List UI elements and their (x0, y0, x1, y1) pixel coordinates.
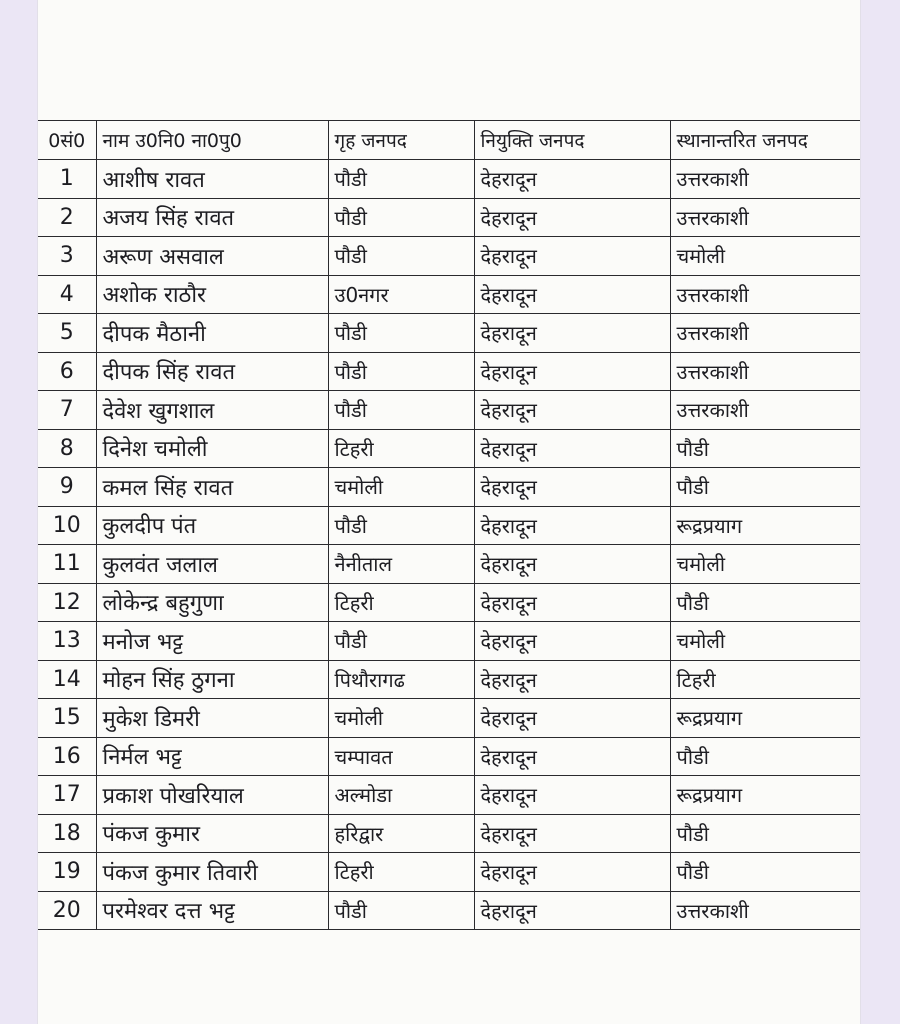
cell-serial: 14 (38, 660, 96, 699)
table-row (38, 506, 860, 545)
cell-posting-district: देहरादून (474, 352, 670, 391)
cell-serial: 11 (38, 545, 96, 584)
header-transferred-district: स्थानान्तरित जनपद (670, 121, 860, 160)
cell-name: मुकेश डिमरी (96, 699, 328, 738)
cell-serial: 4 (38, 275, 96, 314)
cell-serial: 16 (38, 737, 96, 776)
cell-transferred-district: पौडी (670, 853, 860, 892)
table-row (38, 545, 860, 584)
cell-serial: 5 (38, 314, 96, 353)
cell-serial: 9 (38, 468, 96, 507)
cell-posting-district: देहरादून (474, 198, 670, 237)
cell-posting-district: देहरादून (474, 776, 670, 815)
cell-serial: 7 (38, 391, 96, 430)
cell-posting-district: देहरादून (474, 275, 670, 314)
cell-home-district: टिहरी (328, 583, 474, 622)
cell-home-district: पौडी (328, 237, 474, 276)
cell-name: आशीष रावत (96, 160, 328, 199)
cell-home-district: चम्पावत (328, 737, 474, 776)
cell-transferred-district: चमोली (670, 622, 860, 661)
cell-serial: 17 (38, 776, 96, 815)
cell-name: मनोज भट्ट (96, 622, 328, 661)
cell-home-district: हरिद्वार (328, 814, 474, 853)
cell-name: अरूण असवाल (96, 237, 328, 276)
table-row (38, 429, 860, 468)
cell-serial: 12 (38, 583, 96, 622)
cell-transferred-district: पौडी (670, 429, 860, 468)
cell-name: अशोक राठौर (96, 275, 328, 314)
table-row (38, 468, 860, 507)
cell-transferred-district: रूद्रप्रयाग (670, 699, 860, 738)
cell-posting-district: देहरादून (474, 545, 670, 584)
cell-transferred-district: पौडी (670, 737, 860, 776)
table-row (38, 622, 860, 661)
cell-name: देवेश खुगशाल (96, 391, 328, 430)
cell-transferred-district: उत्तरकाशी (670, 391, 860, 430)
cell-serial: 6 (38, 352, 96, 391)
cell-posting-district: देहरादून (474, 891, 670, 930)
table-row (38, 853, 860, 892)
cell-name: पंकज कुमार तिवारी (96, 853, 328, 892)
cell-serial: 10 (38, 506, 96, 545)
cell-posting-district: देहरादून (474, 622, 670, 661)
cell-home-district: पौडी (328, 506, 474, 545)
cell-serial: 13 (38, 622, 96, 661)
cell-posting-district: देहरादून (474, 391, 670, 430)
cell-posting-district: देहरादून (474, 660, 670, 699)
cell-name: परमेश्वर दत्त भट्ट (96, 891, 328, 930)
cell-home-district: नैनीताल (328, 545, 474, 584)
table-row (38, 198, 860, 237)
header-name: नाम उ0नि0 ना0पु0 (96, 121, 328, 160)
cell-transferred-district: उत्तरकाशी (670, 891, 860, 930)
cell-posting-district: देहरादून (474, 468, 670, 507)
cell-posting-district: देहरादून (474, 160, 670, 199)
cell-name: अजय सिंह रावत (96, 198, 328, 237)
cell-posting-district: देहरादून (474, 237, 670, 276)
cell-serial: 1 (38, 160, 96, 199)
cell-home-district: उ0नगर (328, 275, 474, 314)
cell-home-district: पौडी (328, 198, 474, 237)
cell-transferred-district: उत्तरकाशी (670, 352, 860, 391)
cell-posting-district: देहरादून (474, 429, 670, 468)
table-row (38, 314, 860, 353)
cell-serial: 2 (38, 198, 96, 237)
cell-name: दीपक मैठानी (96, 314, 328, 353)
cell-name: पंकज कुमार (96, 814, 328, 853)
cell-serial: 19 (38, 853, 96, 892)
transfer-list (38, 120, 860, 930)
cell-serial: 3 (38, 237, 96, 276)
cell-transferred-district: पौडी (670, 583, 860, 622)
cell-serial: 20 (38, 891, 96, 930)
cell-transferred-district: पौडी (670, 468, 860, 507)
cell-posting-district: देहरादून (474, 506, 670, 545)
cell-transferred-district: चमोली (670, 545, 860, 584)
header-home-district: गृह जनपद (328, 121, 474, 160)
cell-home-district: पौडी (328, 391, 474, 430)
cell-transferred-district: रूद्रप्रयाग (670, 776, 860, 815)
cell-name: लोकेन्द्र बहुगुणा (96, 583, 328, 622)
table-row (38, 237, 860, 276)
cell-transferred-district: उत्तरकाशी (670, 314, 860, 353)
cell-name: दीपक सिंह रावत (96, 352, 328, 391)
table-row (38, 660, 860, 699)
table-row (38, 699, 860, 738)
cell-posting-district: देहरादून (474, 314, 670, 353)
table-row (38, 814, 860, 853)
cell-home-district: पौडी (328, 314, 474, 353)
cell-home-district: पौडी (328, 891, 474, 930)
transfer-table (38, 120, 860, 930)
cell-posting-district: देहरादून (474, 699, 670, 738)
cell-posting-district: देहरादून (474, 814, 670, 853)
table-row (38, 352, 860, 391)
cell-home-district: टिहरी (328, 853, 474, 892)
cell-posting-district: देहरादून (474, 737, 670, 776)
cell-transferred-district: रूद्रप्रयाग (670, 506, 860, 545)
table-row (38, 737, 860, 776)
cell-name: कमल सिंह रावत (96, 468, 328, 507)
table-header-row (38, 121, 860, 160)
cell-serial: 8 (38, 429, 96, 468)
table-row (38, 583, 860, 622)
cell-serial: 18 (38, 814, 96, 853)
table-row (38, 391, 860, 430)
cell-name: प्रकाश पोखरियाल (96, 776, 328, 815)
cell-posting-district: देहरादून (474, 583, 670, 622)
cell-home-district: पौडी (328, 352, 474, 391)
cell-serial: 15 (38, 699, 96, 738)
cell-name: निर्मल भट्ट (96, 737, 328, 776)
table-row (38, 891, 860, 930)
cell-posting-district: देहरादून (474, 853, 670, 892)
cell-home-district: पौडी (328, 622, 474, 661)
cell-home-district: चमोली (328, 468, 474, 507)
cell-home-district: अल्मोडा (328, 776, 474, 815)
cell-name: कुलवंत जलाल (96, 545, 328, 584)
cell-name: दिनेश चमोली (96, 429, 328, 468)
cell-transferred-district: पौडी (670, 814, 860, 853)
table-row (38, 776, 860, 815)
cell-transferred-district: चमोली (670, 237, 860, 276)
cell-transferred-district: उत्तरकाशी (670, 160, 860, 199)
table-row (38, 160, 860, 199)
cell-name: कुलदीप पंत (96, 506, 328, 545)
cell-transferred-district: उत्तरकाशी (670, 198, 860, 237)
cell-home-district: चमोली (328, 699, 474, 738)
document-page (38, 0, 860, 1024)
cell-home-district: टिहरी (328, 429, 474, 468)
header-posting-district: नियुक्ति जनपद (474, 121, 670, 160)
cell-transferred-district: टिहरी (670, 660, 860, 699)
header-serial: 0सं0 (38, 121, 96, 160)
cell-home-district: पौडी (328, 160, 474, 199)
cell-transferred-district: उत्तरकाशी (670, 275, 860, 314)
table-row (38, 275, 860, 314)
cell-home-district: पिथौरागढ (328, 660, 474, 699)
cell-name: मोहन सिंह ठुगना (96, 660, 328, 699)
